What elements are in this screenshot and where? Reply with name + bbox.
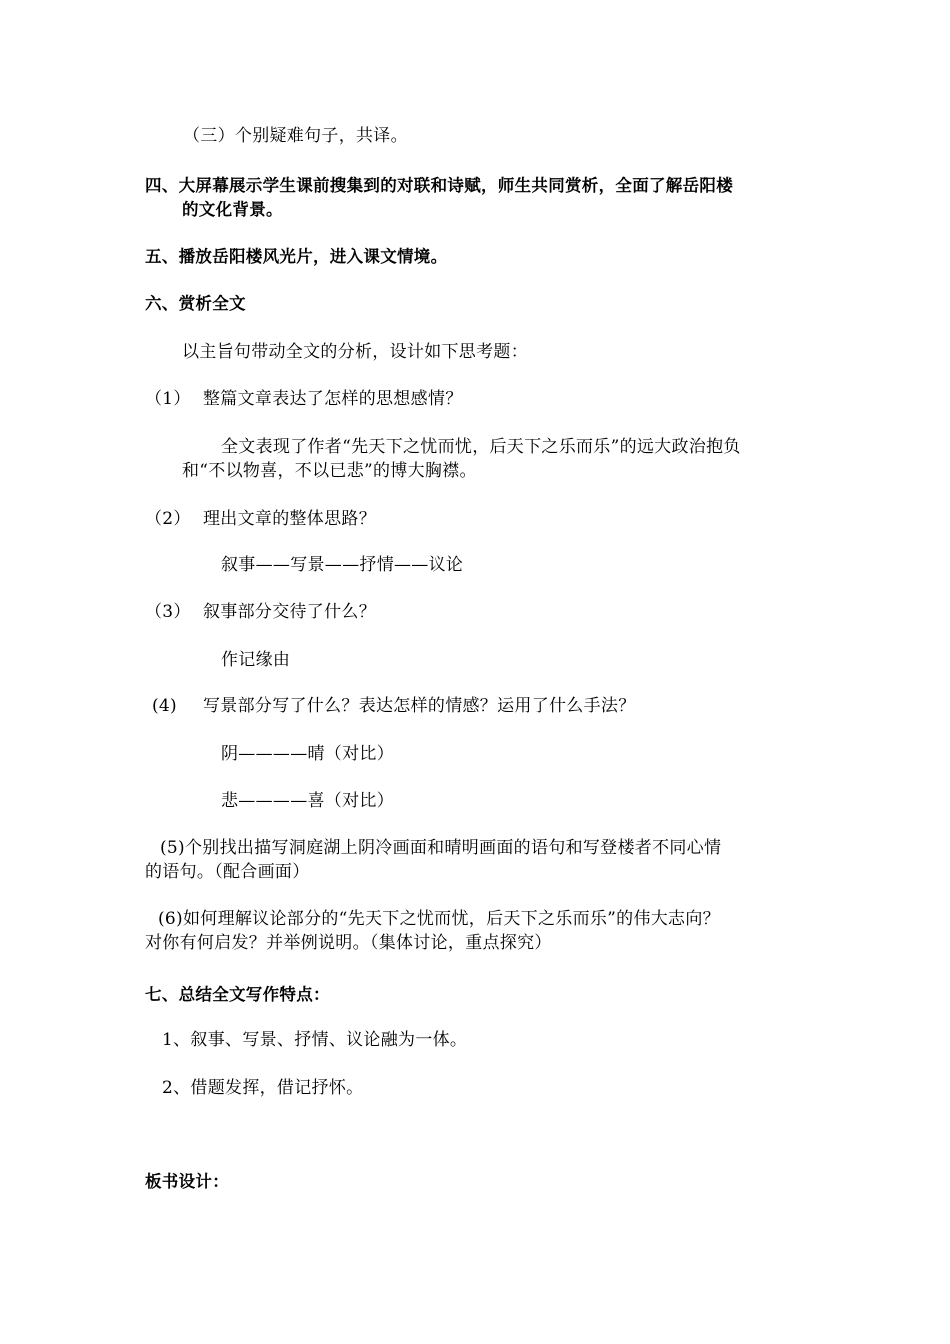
answer-4-line-2: 悲————喜（对比） [221,791,394,811]
step-6-heading: 六、赏析全文 [145,294,246,313]
step-4-line-2: 的文化背景。 [182,200,283,219]
question-3-label: （3） [145,602,191,622]
question-6-line-1: (6)如何理解议论部分的“先天下之忧而忧，后天下之乐而乐”的伟大志向？ [158,909,720,929]
question-4-text: 写景部分写了什么？表达怎样的情感？运用了什么手法？ [203,696,636,716]
question-1-label: （1） [145,389,191,409]
board-design-heading: 板书设计： [145,1172,229,1191]
answer-1-line-1: 全文表现了作者“先天下之忧而忧，后天下之乐而乐”的远大政治抱负 [221,437,741,457]
step-5-heading: 五、播放岳阳楼风光片，进入课文情境。 [145,247,448,266]
question-1-text: 整篇文章表达了怎样的思想感情？ [203,389,463,409]
intro-text: 以主旨句带动全文的分析，设计如下思考题： [182,342,528,362]
answer-2: 叙事——写景——抒情——议论 [221,555,464,575]
question-6-line-2: 对你有何启发？并举例说明。（集体讨论，重点探究） [145,933,552,953]
step-4-line-1: 四、大屏幕展示学生课前搜集到的对联和诗赋，师生共同赏析，全面了解岳阳楼 [145,176,733,195]
question-2-text: 理出文章的整体思路？ [203,509,376,529]
answer-3: 作记缘由 [221,650,291,670]
question-2-label: （2） [145,509,191,529]
feature-2: 2、借题发挥，借记抒怀。 [162,1078,364,1098]
question-5-line-1: (5)个别找出描写洞庭湖上阴冷画面和晴明画面的语句和写登楼者不同心情 [160,838,722,858]
answer-4-line-1: 阴————晴（对比） [221,744,394,764]
answer-1-line-2: 和“不以物喜，不以已悲”的博大胸襟。 [182,461,477,481]
step-7-heading: 七、总结全文写作特点： [145,985,330,1004]
section-3-subheading: （三）个别疑难句子，共译。 [183,126,408,146]
question-4-label: (4) [152,696,177,716]
question-3-text: 叙事部分交待了什么？ [203,602,376,622]
question-5-line-2: 的语句。（配合画面） [145,862,310,882]
feature-1: 1、叙事、写景、抒情、议论融为一体。 [162,1030,468,1050]
